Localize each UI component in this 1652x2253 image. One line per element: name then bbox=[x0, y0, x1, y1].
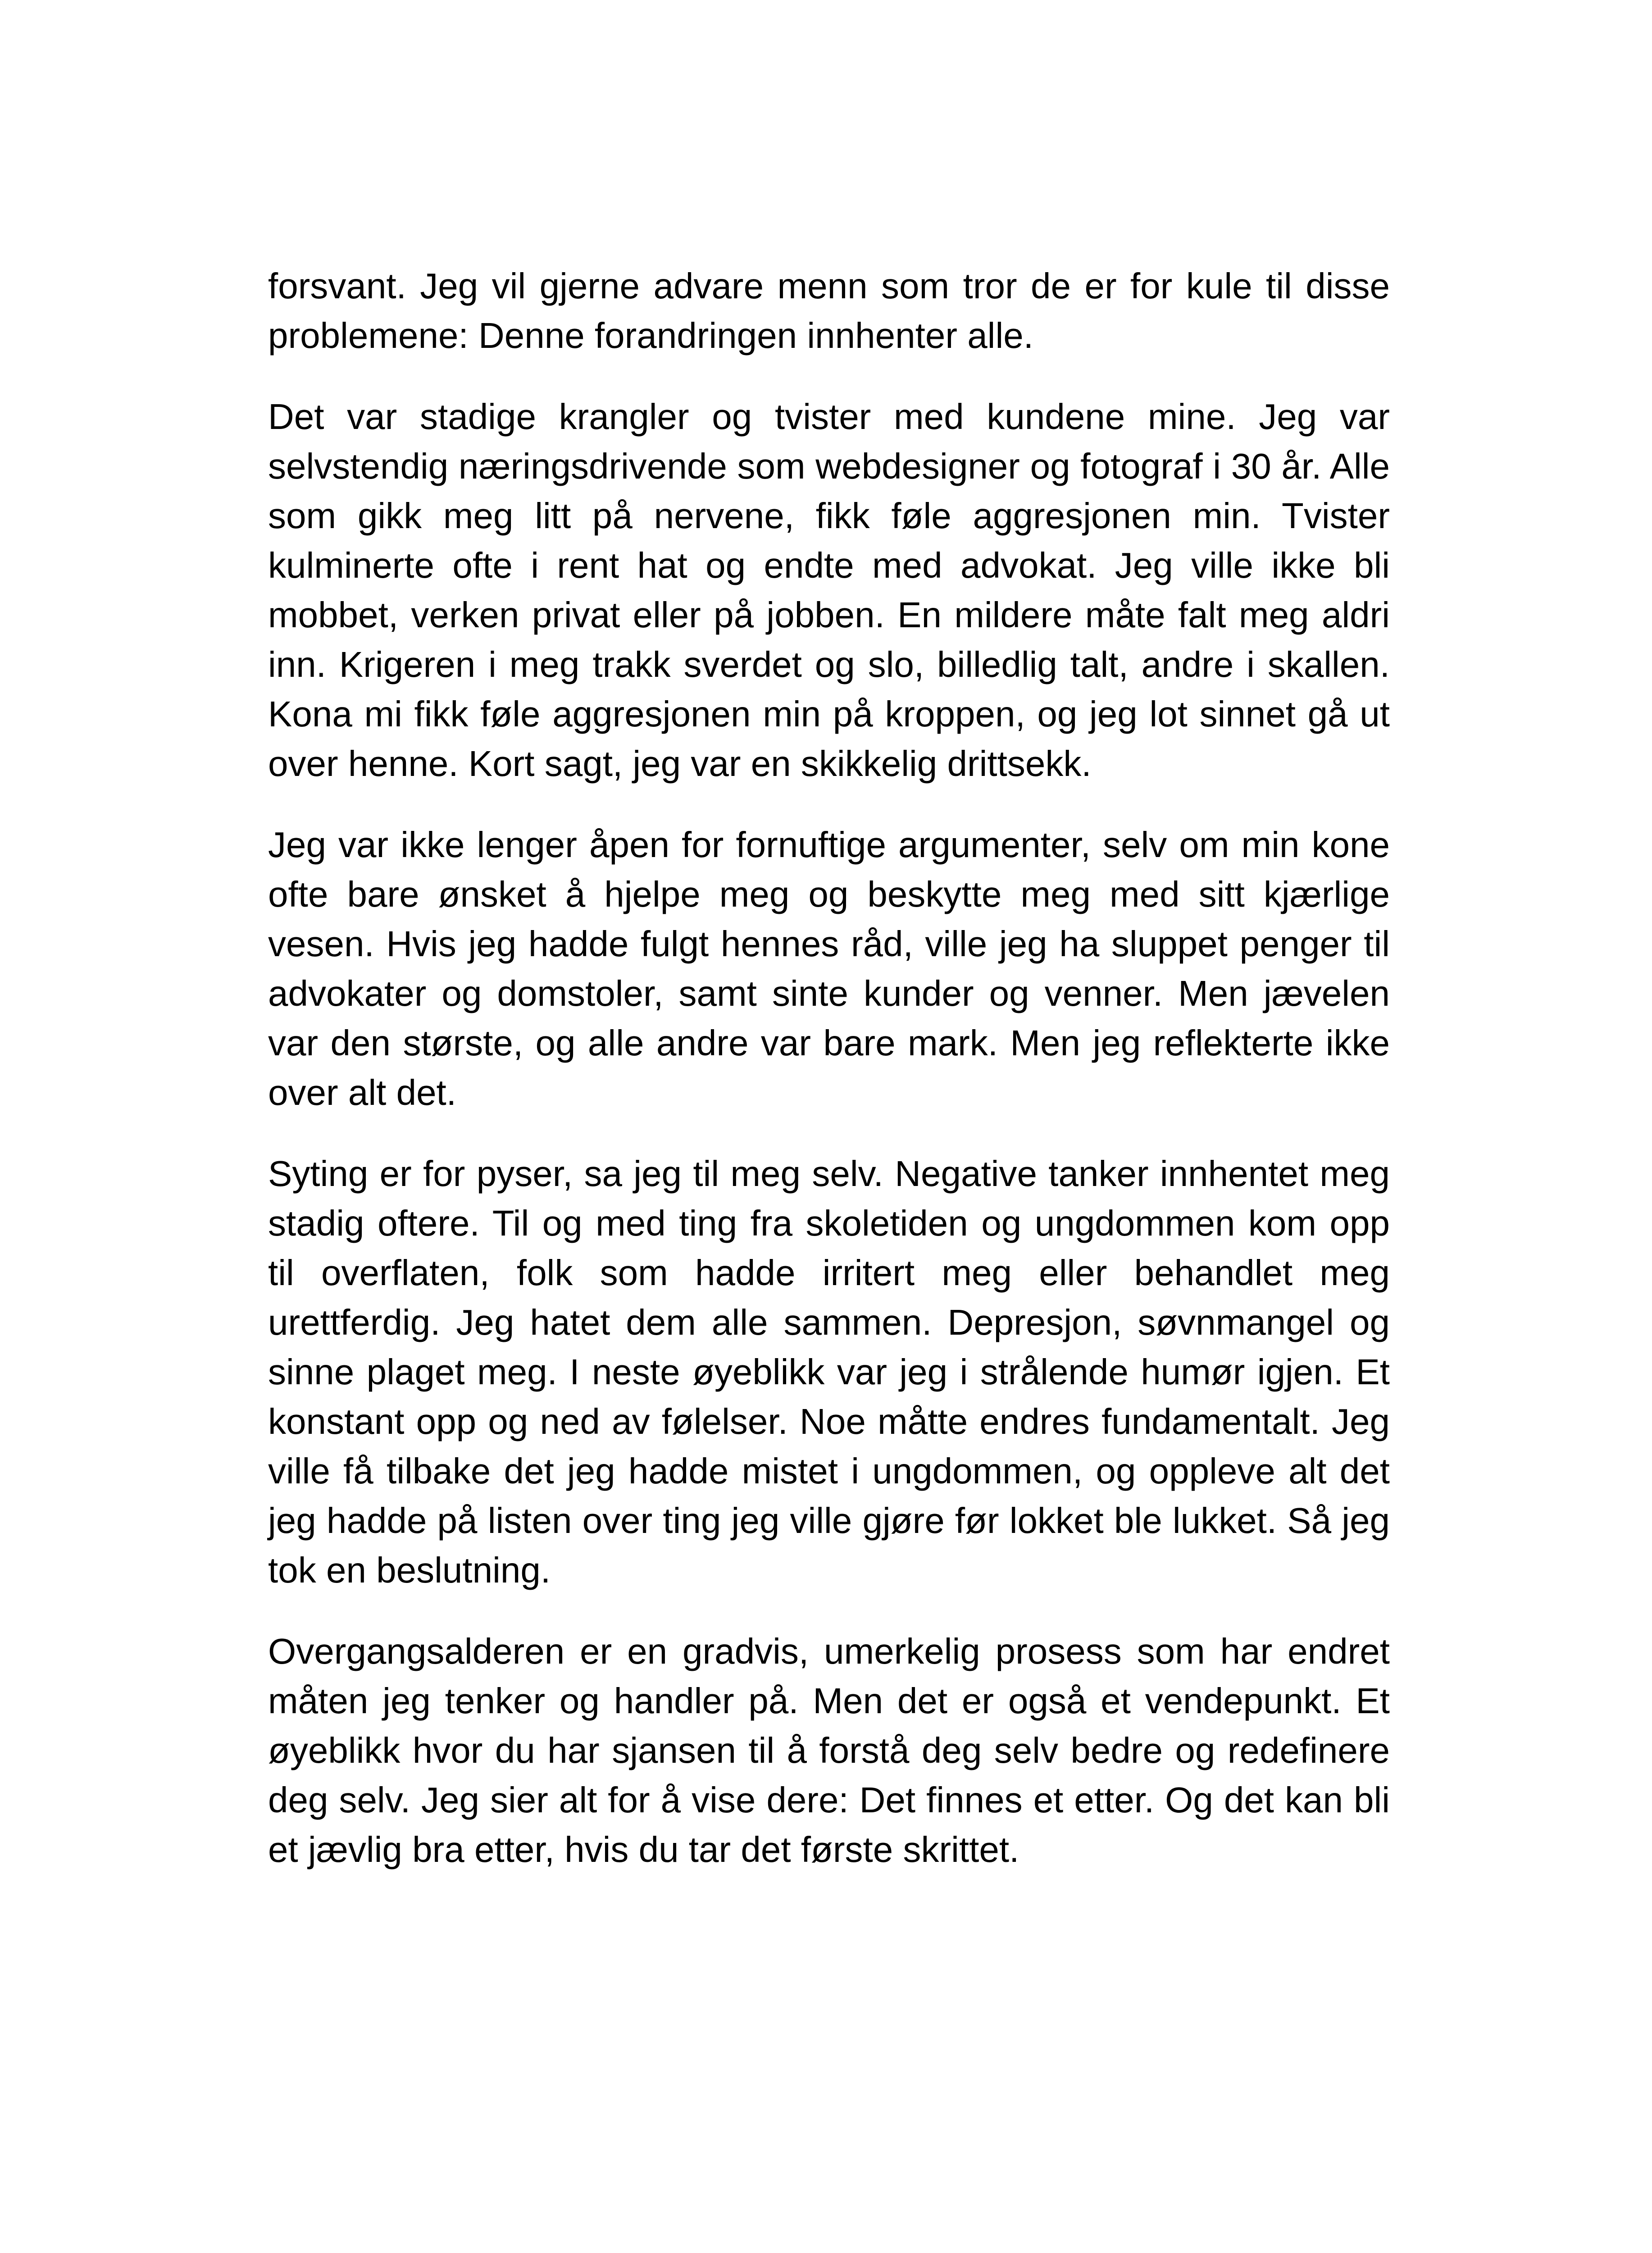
paragraph-3: Jeg var ikke lenger åpen for fornuftige argumenter, selv om min kone ofte bare ønsket å hjelpe meg og beskytte meg med sitt kjærlige vesen. Hvis jeg hadde fulgt hennes råd, ville jeg ha sluppet penger til advokater og domstoler, samt sinte kunder og venner. Men jævelen var den største, og alle andre var bare mark. Men jeg reflekterte ikke over alt det. bbox=[268, 825, 1390, 1113]
body-text bbox=[268, 261, 1390, 1874]
paragraph-2: Det var stadige krangler og tvister med kundene mine. Jeg var selvstendig næringsdrivende som webdesigner og fotograf i 30 år. Alle som gikk meg litt på nervene, fikk føle aggresjonen min. Tvister kulminerte ofte i rent hat og endte med advokat. Jeg ville ikke bli mobbet, verken privat eller på jobben. En mildere måte falt meg aldri inn. Krigeren i meg trakk sverdet og slo, billedlig talt, andre i skallen. Kona mi fikk føle aggresjonen min på kroppen, og jeg lot sinnet gå ut over henne. Kort sagt, jeg var en skikkelig drittsekk. bbox=[268, 397, 1390, 784]
paragraph-1: forsvant. Jeg vil gjerne advare menn som tror de er for kule til disse problemene: Denne forandringen innhenter alle. bbox=[268, 266, 1390, 356]
paragraph-5: Overgangsalderen er en gradvis, umerkelig prosess som har endret måten jeg tenker og handler på. Men det er også et vendepunkt. Et øyeblikk hvor du har sjansen til å forstå deg selv bedre og redefinere deg selv. Jeg sier alt for å vise dere: Det finnes et etter. Og det kan bli et jævlig bra etter, hvis du tar det første skrittet. bbox=[268, 1631, 1390, 1870]
paragraph-4: Syting er for pyser, sa jeg til meg selv. Negative tanker innhentet meg stadig oftere. Til og med ting fra skoletiden og ungdommen kom opp til overflaten, folk som hadde irritert meg eller behandlet meg urettferdig. Jeg hatet dem alle sammen. Depresjon, søvnmangel og sinne plaget meg. I neste øyeblikk var jeg i strålende humør igjen. Et konstant opp og ned av følelser. Noe måtte endres fundamentalt. Jeg ville få tilbake det jeg hadde mistet i ungdommen, og oppleve alt det jeg hadde på listen over ting jeg ville gjøre før lokket ble lukket. Så jeg tok en beslutning. bbox=[268, 1154, 1390, 1590]
